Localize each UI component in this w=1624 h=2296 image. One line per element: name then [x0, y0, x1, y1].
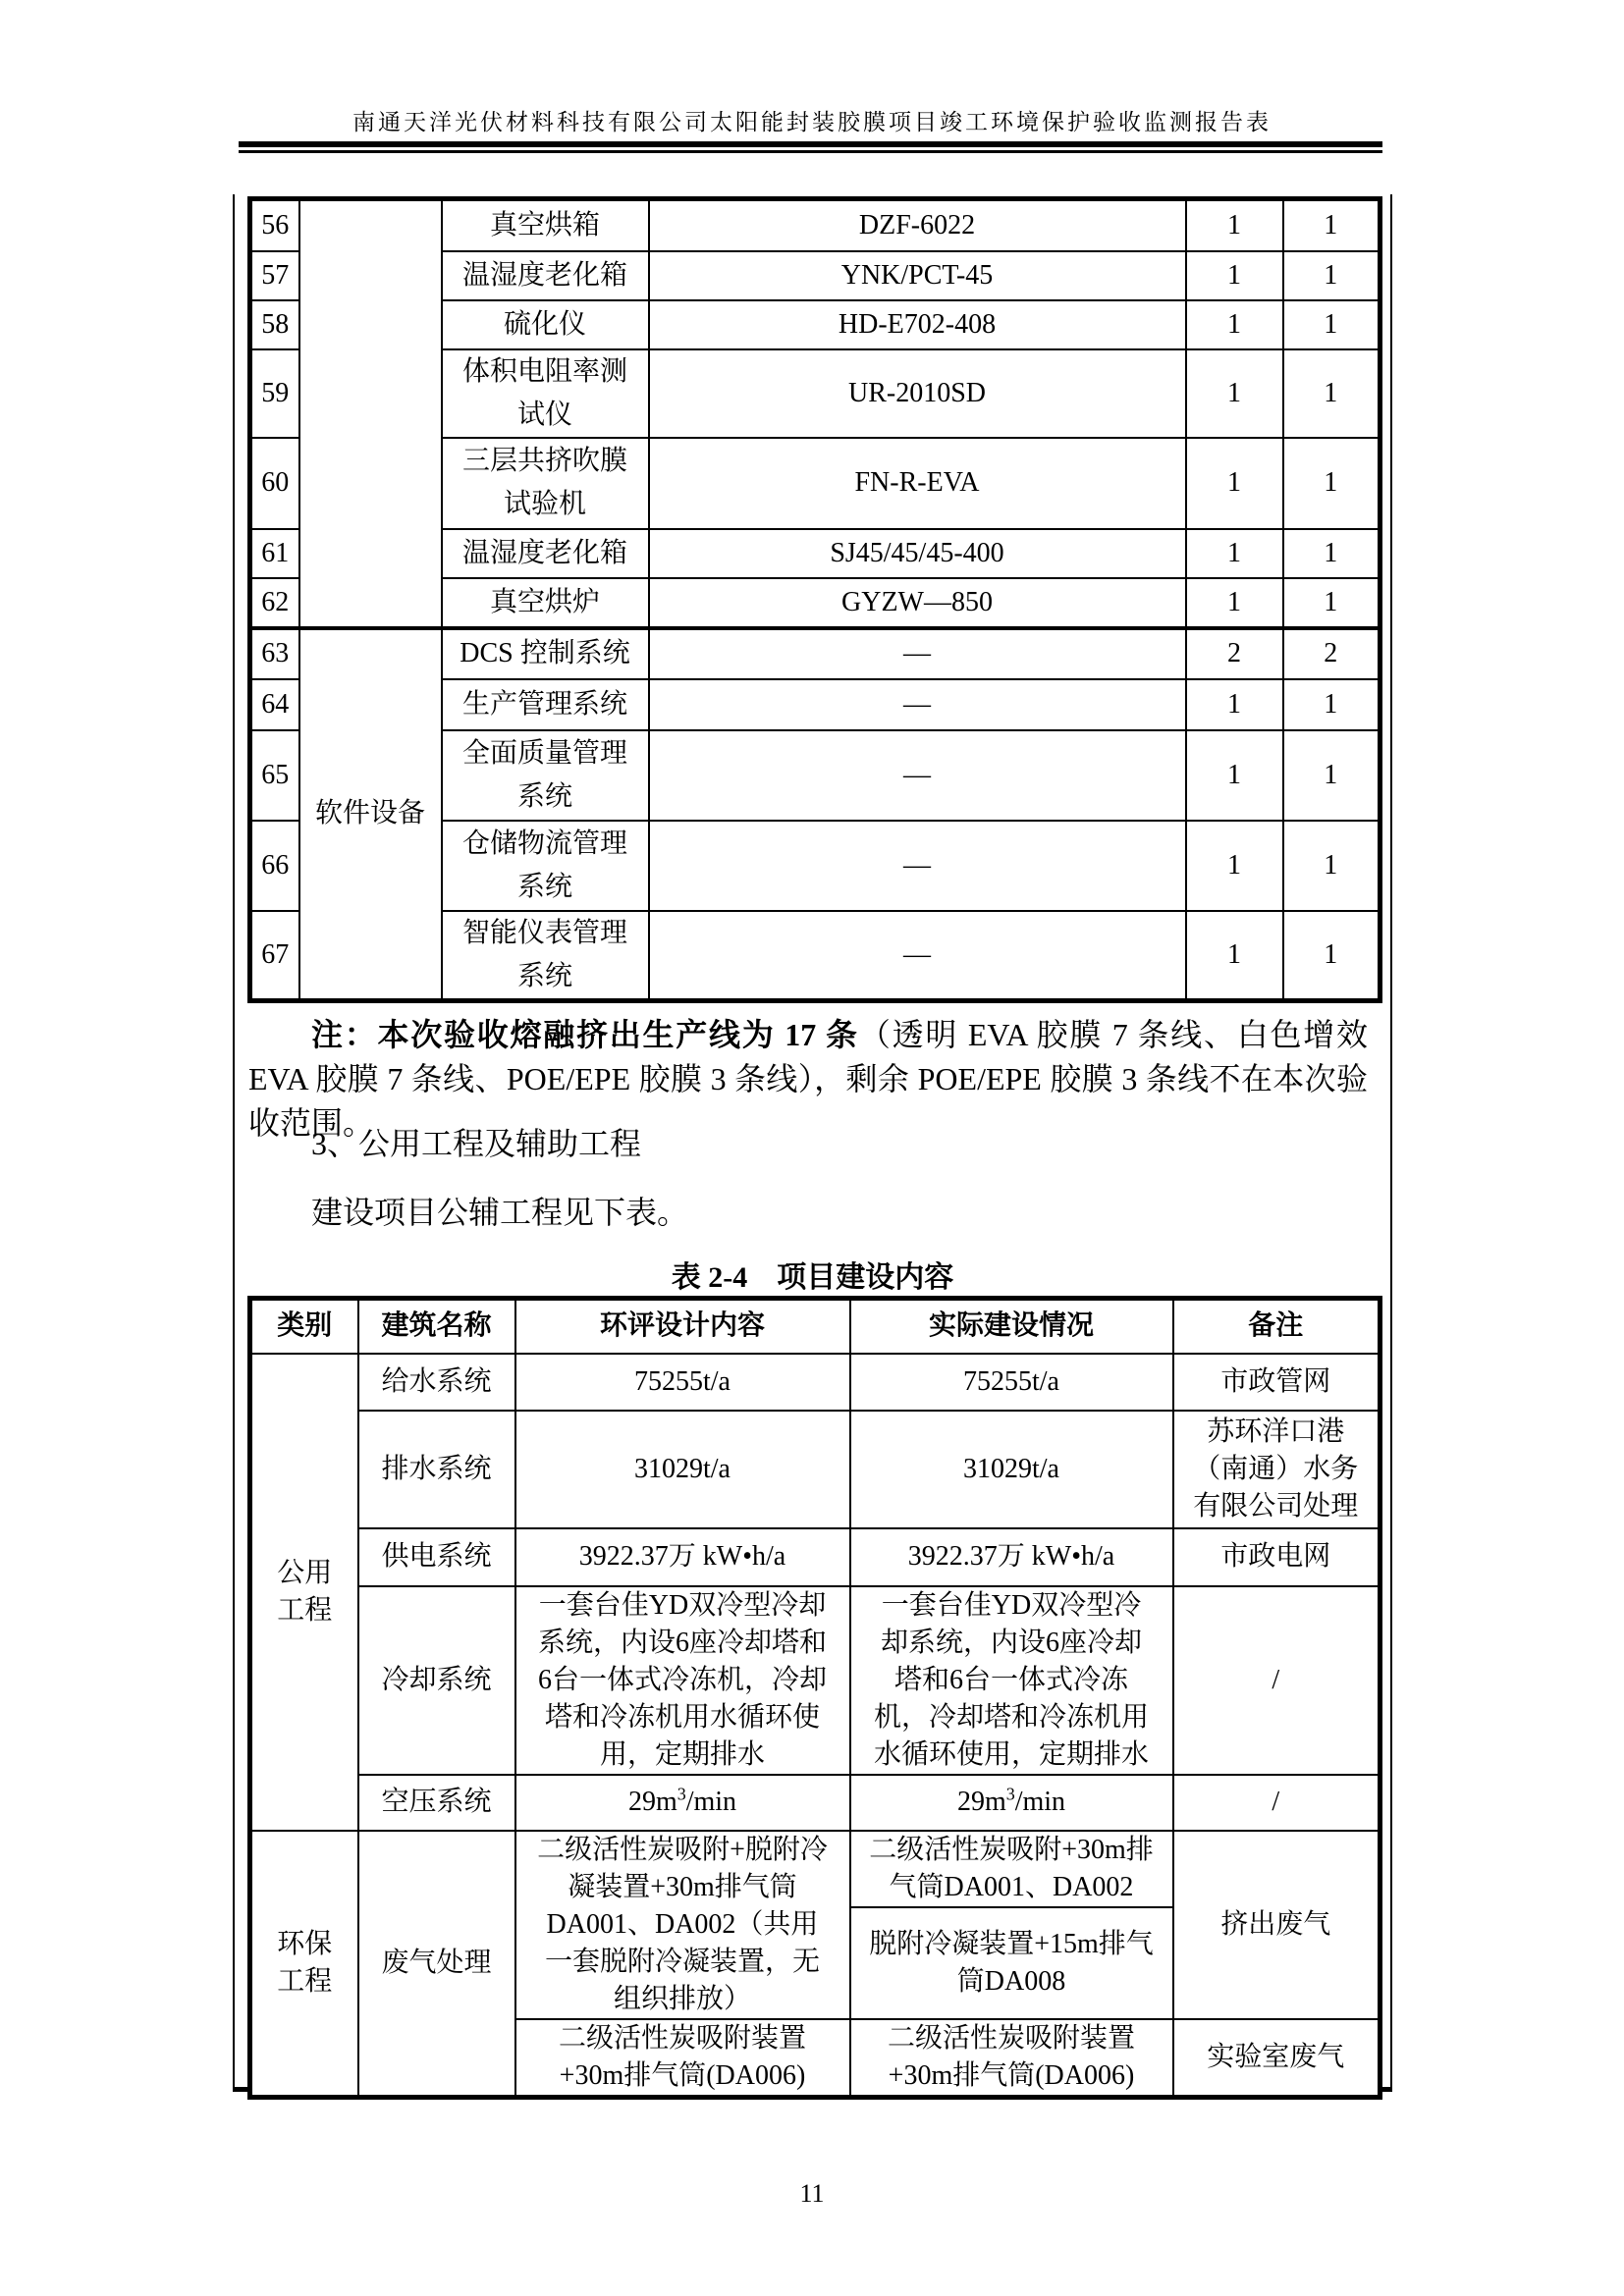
qty-design: 1: [1186, 529, 1283, 578]
equipment-model: —: [649, 911, 1186, 1001]
building-name: 冷却系统: [358, 1586, 515, 1775]
qty-actual: 1: [1283, 730, 1380, 821]
equipment-model: —: [649, 821, 1186, 911]
qty-actual: 1: [1283, 199, 1380, 251]
row-no: 56: [250, 199, 299, 251]
equipment-table: [247, 196, 1382, 1003]
category-env-protection: 环保工程: [250, 1831, 358, 2098]
construction-row-cooling: [250, 1586, 1380, 1775]
qty-design: 1: [1186, 251, 1283, 300]
equipment-name: 硫化仪: [442, 300, 649, 349]
remark-value: 挤出废气: [1173, 1831, 1380, 2019]
qty-design: 1: [1186, 730, 1283, 821]
qty-actual: 2: [1283, 628, 1380, 679]
construction-row-water-supply: [250, 1354, 1380, 1411]
actual-value: 二级活性炭吸附+30m排气筒DA001、DA002: [850, 1831, 1173, 1907]
header-eia-design: 环评设计内容: [515, 1299, 850, 1354]
equipment-model: GYZW—850: [649, 578, 1186, 628]
equipment-row: [250, 628, 1380, 679]
row-no: 67: [250, 911, 299, 1001]
equipment-name: 温湿度老化箱: [442, 529, 649, 578]
equipment-model: —: [649, 628, 1186, 679]
actual-value: 脱附冷凝装置+15m排气筒DA008: [850, 1907, 1173, 2019]
equipment-name: 真空烘炉: [442, 578, 649, 628]
note-rest-text: （透明 EVA 胶膜 7 条线、白色增效 EVA 胶膜 7 条线、POE/EPE 胶膜 3 条线），剩余 POE/EPE 胶膜 3 条线不在本次验收范围。: [248, 1017, 1368, 1141]
qty-design: 1: [1186, 300, 1283, 349]
qty-design: 1: [1186, 911, 1283, 1001]
equipment-model: —: [649, 679, 1186, 730]
qty-design: 1: [1186, 679, 1283, 730]
section-intro: 建设项目公辅工程见下表。: [311, 1195, 689, 1230]
page-header-title: 南通天洋光伏材料科技有限公司太阳能封装胶膜项目竣工环境保护验收监测报告表: [352, 110, 1272, 134]
qty-actual: 1: [1283, 251, 1380, 300]
actual-value: 二级活性炭吸附装置+30m排气筒(DA006): [850, 2019, 1173, 2098]
equipment-name: 温湿度老化箱: [442, 251, 649, 300]
qty-actual: 1: [1283, 529, 1380, 578]
remark-value: /: [1173, 1586, 1380, 1775]
equipment-name: 智能仪表管理系统: [442, 911, 649, 1001]
qty-actual: 1: [1283, 300, 1380, 349]
equipment-model: HD-E702-408: [649, 300, 1186, 349]
header-category: 类别: [250, 1299, 358, 1354]
superscript: 3: [1005, 1784, 1015, 1804]
equipment-model: FN-R-EVA: [649, 438, 1186, 529]
remark-value: /: [1173, 1775, 1380, 1831]
construction-row-waste-gas-1: [250, 1831, 1380, 1907]
construction-row-air-compression: [250, 1775, 1380, 1831]
category-cell-software: 软件设备: [299, 628, 442, 1001]
construction-row-drainage: [250, 1411, 1380, 1528]
qty-actual: 1: [1283, 911, 1380, 1001]
header-remark: 备注: [1173, 1299, 1380, 1354]
equipment-model: UR-2010SD: [649, 349, 1186, 438]
equipment-name: 三层共挤吹膜试验机: [442, 438, 649, 529]
row-no: 61: [250, 529, 299, 578]
category-public-works: 公用工程: [250, 1354, 358, 1831]
eia-value: $29m^3/\min$: [515, 1775, 850, 1831]
construction-header-row: [250, 1299, 1380, 1354]
construction-table: [247, 1296, 1382, 2100]
qty-design: 2: [1186, 628, 1283, 679]
building-name: 给水系统: [358, 1354, 515, 1411]
remark-value: 市政电网: [1173, 1528, 1380, 1586]
content-frame: [233, 194, 1392, 2092]
eia-value: 二级活性炭吸附装置+30m排气筒(DA006): [515, 2019, 850, 2098]
construction-row-power: [250, 1528, 1380, 1586]
building-name: 排水系统: [358, 1411, 515, 1528]
qty-design: 1: [1186, 578, 1283, 628]
eia-value: 31029t/a: [515, 1411, 850, 1528]
equipment-name: 真空烘箱: [442, 199, 649, 251]
qty-design: 1: [1186, 438, 1283, 529]
row-no: 65: [250, 730, 299, 821]
equipment-model: SJ45/45/45-400: [649, 529, 1186, 578]
actual-value: 31029t/a: [850, 1411, 1173, 1528]
qty-actual: 1: [1283, 679, 1380, 730]
eia-value: 二级活性炭吸附+脱附冷凝装置+30m排气筒DA001、DA002（共用一套脱附冷凝装置，无组织排放）: [515, 1831, 850, 2019]
building-name: 供电系统: [358, 1528, 515, 1586]
page-number: 11: [799, 2179, 825, 2208]
row-no: 63: [250, 628, 299, 679]
section-heading: 3、公用工程及辅助工程: [311, 1126, 642, 1161]
row-no: 59: [250, 349, 299, 438]
eia-value: 75255t/a: [515, 1354, 850, 1411]
eia-value: 3922.37万 kW•h/a: [515, 1528, 850, 1586]
equipment-model: —: [649, 730, 1186, 821]
equipment-model: YNK/PCT-45: [649, 251, 1186, 300]
note-bold-text: 注：本次验收熔融挤出生产线为 17 条: [311, 1017, 859, 1052]
row-no: 57: [250, 251, 299, 300]
qty-actual: 1: [1283, 438, 1380, 529]
qty-actual: 1: [1283, 349, 1380, 438]
building-name: 废气处理: [358, 1831, 515, 2098]
actual-value: 75255t/a: [850, 1354, 1173, 1411]
actual-value: $29m^3/\min$: [850, 1775, 1173, 1831]
actual-value: 3922.37万 kW•h/a: [850, 1528, 1173, 1586]
header-building: 建筑名称: [358, 1299, 515, 1354]
actual-value: 一套台佳YD双冷型冷却系统，内设6座冷却塔和6台一体式冷冻机，冷却塔和冷冻机用水循环使用，定期排水: [850, 1586, 1173, 1775]
equipment-row: [250, 199, 1380, 251]
row-no: 66: [250, 821, 299, 911]
row-no: 62: [250, 578, 299, 628]
qty-design: 1: [1186, 821, 1283, 911]
remark-value: 苏环洋口港（南通）水务有限公司处理: [1173, 1411, 1380, 1528]
equipment-name: 仓储物流管理系统: [442, 821, 649, 911]
remark-value: 市政管网: [1173, 1354, 1380, 1411]
equipment-name: 体积电阻率测试仪: [442, 349, 649, 438]
row-no: 60: [250, 438, 299, 529]
header-double-rule: [239, 141, 1382, 153]
row-no: 64: [250, 679, 299, 730]
equipment-name: 生产管理系统: [442, 679, 649, 730]
equipment-name: 全面质量管理系统: [442, 730, 649, 821]
qty-actual: 1: [1283, 821, 1380, 911]
qty-design: 1: [1186, 349, 1283, 438]
equipment-model: DZF-6022: [649, 199, 1186, 251]
superscript: 3: [677, 1784, 686, 1804]
header-actual: 实际建设情况: [850, 1299, 1173, 1354]
header-rule-line2: [239, 150, 1382, 153]
row-no: 58: [250, 300, 299, 349]
table-caption: 表 2-4 项目建设内容: [671, 1261, 954, 1294]
qty-design: 1: [1186, 199, 1283, 251]
eia-value: 一套台佳YD双冷型冷却系统，内设6座冷却塔和6台一体式冷冻机，冷却塔和冷冻机用水循环使用，定期排水: [515, 1586, 850, 1775]
building-name: 空压系统: [358, 1775, 515, 1831]
category-cell-empty: [299, 199, 442, 628]
qty-actual: 1: [1283, 578, 1380, 628]
remark-value: 实验室废气: [1173, 2019, 1380, 2098]
equipment-name: DCS 控制系统: [442, 628, 649, 679]
